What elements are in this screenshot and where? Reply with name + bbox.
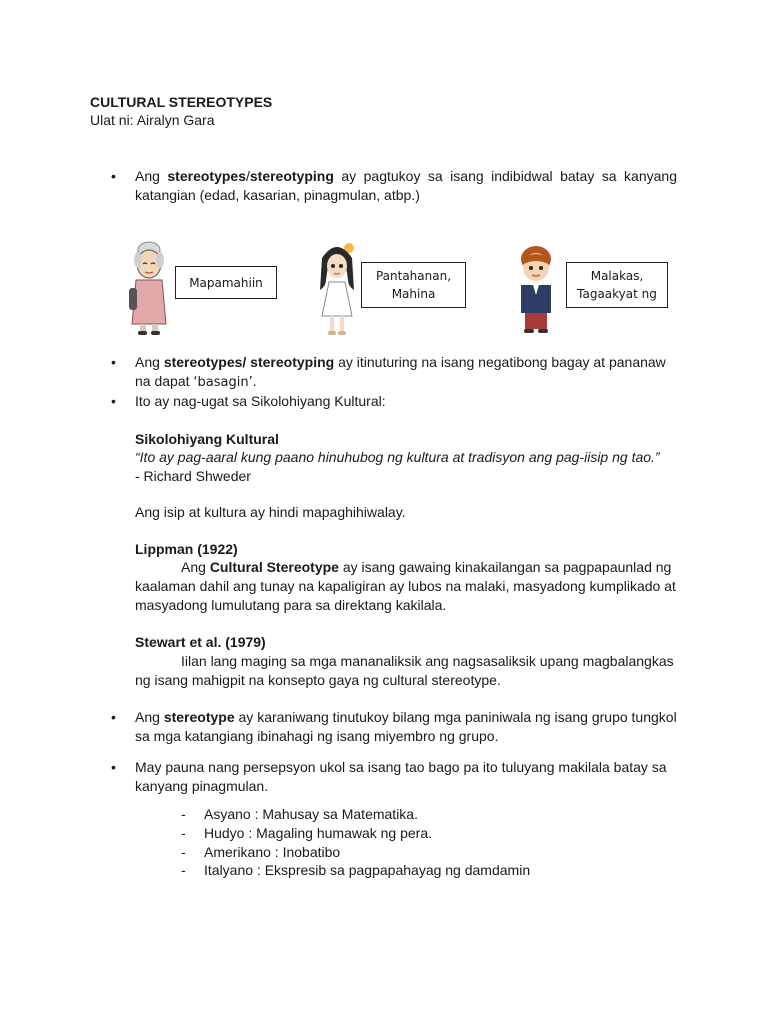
section-heading: Lippman (1922) xyxy=(135,541,238,557)
elderly-woman-icon xyxy=(126,240,172,338)
quote-attribution: - Richard Shweder xyxy=(135,468,251,484)
section-heading: Sikolohiyang Kultural xyxy=(135,431,279,447)
label-box: Pantahanan, Mahina xyxy=(361,262,466,308)
young-woman-icon xyxy=(316,240,358,338)
bullet-3-text: Ito ay nag-ugat sa Sikolohiyang Kultural: xyxy=(135,393,386,409)
list-item: - Hudyo : Magaling humawak ng pera. xyxy=(181,825,433,841)
section-heading: Stewart et al. (1979) xyxy=(135,634,266,650)
list-item: - Italyano : Ekspresib sa pagpapahayag ng damdamin xyxy=(181,862,531,878)
document-title: CULTURAL STEREOTYPES xyxy=(90,94,273,110)
label-box: Mapamahiin xyxy=(175,266,277,299)
bullet-5-text: May pauna nang persepsyon ukol sa isang tao bago pa ito tuluyang makilala batay sa kanyang pinagmulan. xyxy=(135,759,667,794)
bullet-1-text: Ang stereotypes/stereotyping ay pagtukoy sa isang indibidwal batay sa kanyang katangian (edad, kasarian, pinagmulan, atbp.) xyxy=(135,168,677,203)
bullet-marker: • xyxy=(111,354,116,370)
lippman-paragraph: Ang Cultural Stereotype ay isang gawaing kinakailangan sa pagpapaunlad ng kaalaman dahil ang tunay na kapaligiran ay lubos na malaki, masyadong kumplikado at masyadong lumulutang para sa direktang kakilala. xyxy=(135,559,676,613)
young-man-icon xyxy=(513,243,559,335)
bullet-4-text: Ang stereotype ay karaniwang tinutukoy bilang mga paniniwala ng isang grupo tungkol sa mga katangiang ibinahagi ng isang miyembro ng grupo. xyxy=(135,709,677,744)
bullet-marker: • xyxy=(111,168,116,184)
bullet-marker: • xyxy=(111,393,116,409)
bullet-marker: • xyxy=(111,709,116,725)
bullet-2-text: Ang stereotypes/ stereotyping ay itinuturing na isang negatibong bagay at pananaw na dapat ‘basagin’. xyxy=(135,354,666,390)
stewart-paragraph: Iilan lang maging sa mga mananaliksik ang nagsasaliksik upang magbalangkas ng isang mahigpit na konsepto gaya ng cultural stereotype. xyxy=(135,653,674,688)
label-box: Malakas, Tagaakyat ng xyxy=(566,262,668,308)
quote-text: “Ito ay pag-aaral kung paano hinuhubog ng kultura at tradisyon ang pag-iisip ng tao.” xyxy=(135,449,660,465)
list-item: - Amerikano : Inobatibo xyxy=(181,844,341,860)
list-item: - Asyano : Mahusay sa Matematika. xyxy=(181,806,418,822)
author-line: Ulat ni: Airalyn Gara xyxy=(90,112,215,128)
bullet-marker: • xyxy=(111,759,116,775)
statement-text: Ang isip at kultura ay hindi mapaghihiwalay. xyxy=(135,504,406,520)
